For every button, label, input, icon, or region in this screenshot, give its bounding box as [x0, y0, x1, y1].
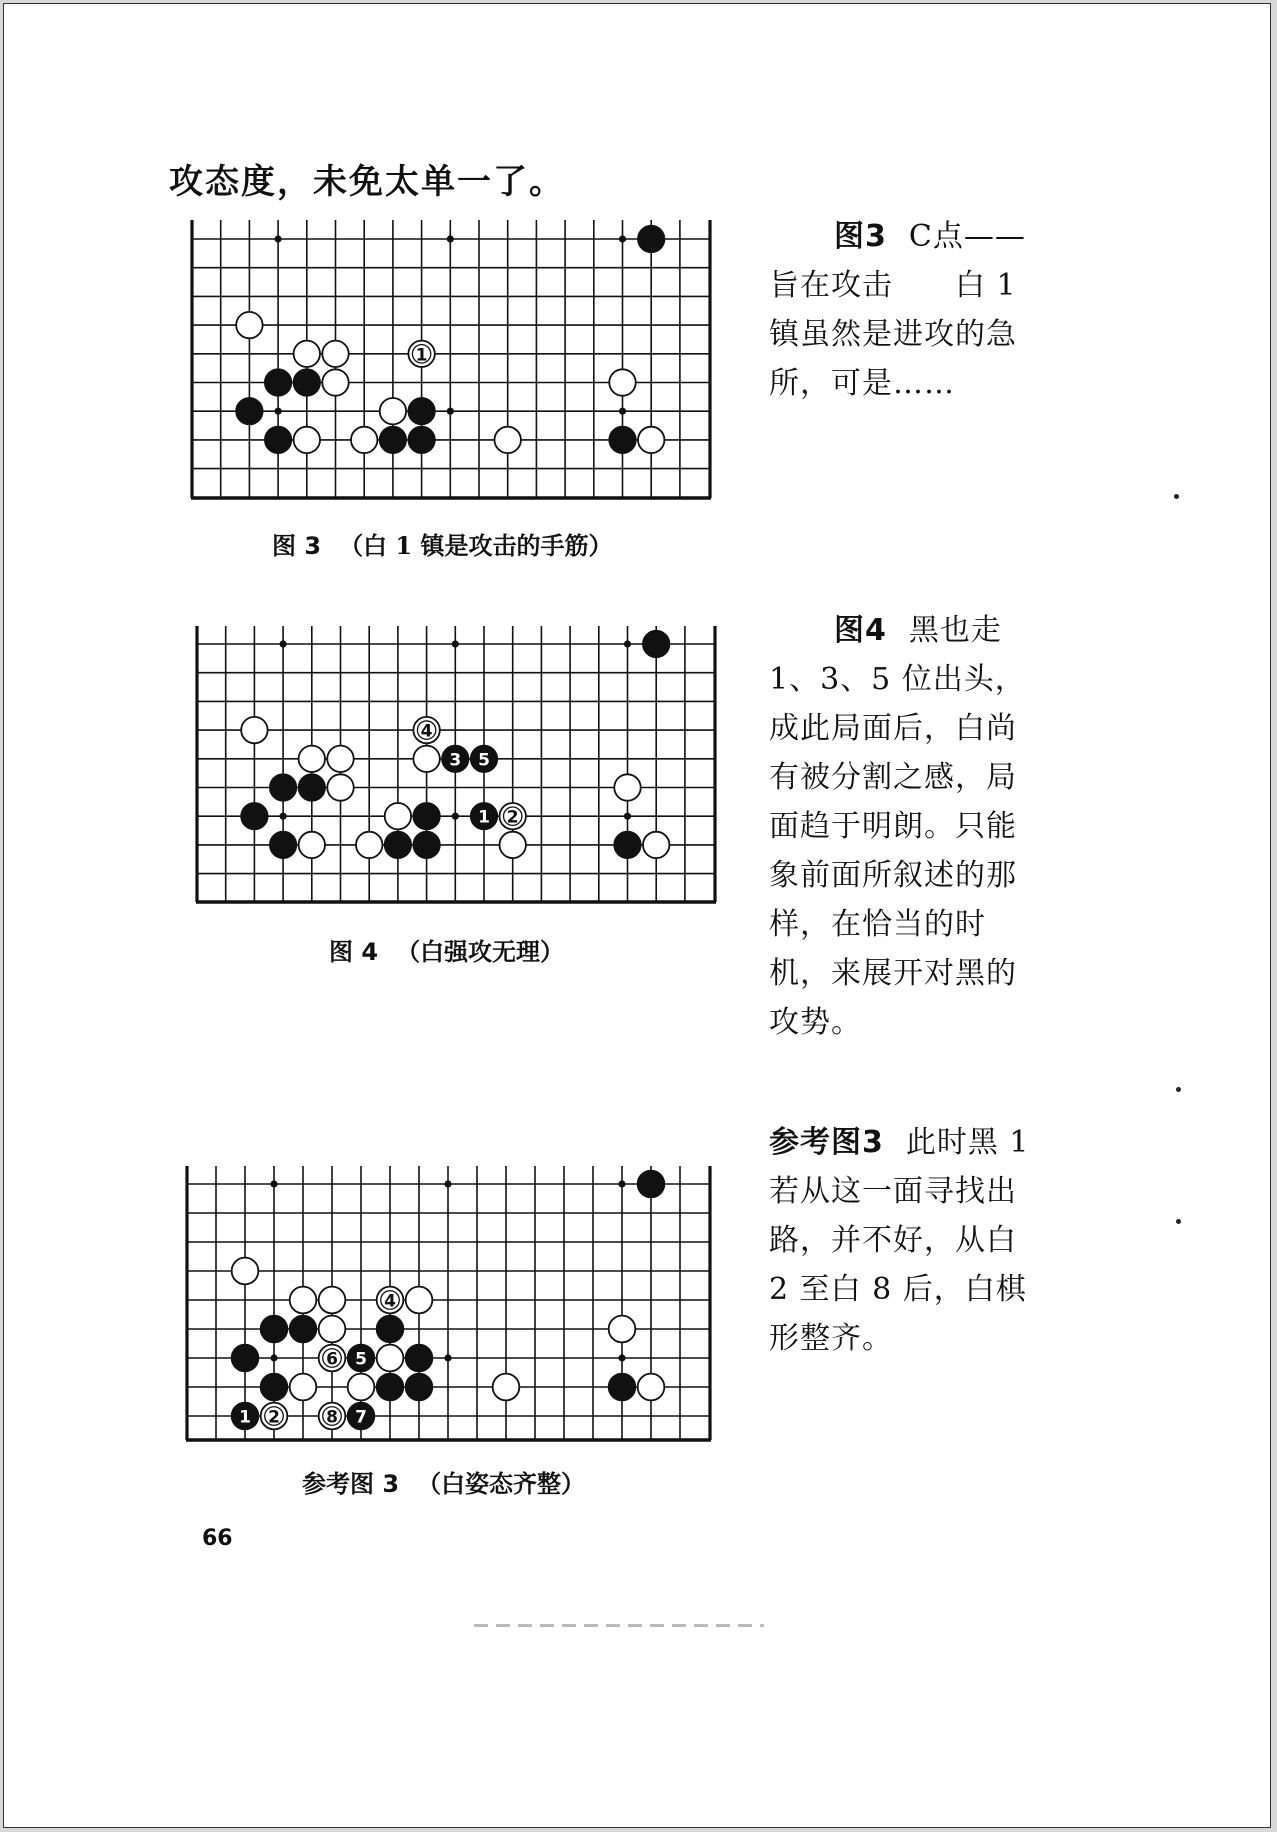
move-number: 4	[384, 1291, 396, 1312]
stone-disc	[406, 1345, 433, 1372]
scan-speck	[1174, 494, 1179, 499]
white-stone	[406, 1287, 433, 1314]
stone-disc	[232, 1345, 259, 1372]
white-stone	[299, 746, 325, 772]
black-stone	[299, 774, 325, 800]
stone-disc	[609, 1374, 636, 1401]
stone-disc	[643, 832, 669, 858]
stone-disc	[294, 427, 320, 453]
black-stone	[270, 774, 296, 800]
star-point	[275, 408, 282, 415]
white-stone	[327, 746, 353, 772]
black-stone	[413, 832, 439, 858]
stone-disc	[413, 832, 439, 858]
stone-disc	[319, 1287, 346, 1314]
black-stone	[442, 746, 468, 772]
black-stone	[638, 226, 664, 252]
stone-disc	[270, 832, 296, 858]
stone-disc	[609, 427, 635, 453]
star-point	[280, 640, 287, 647]
black-stone	[294, 369, 320, 395]
stone-disc	[406, 1374, 433, 1401]
black-stone	[609, 427, 635, 453]
white-stone	[638, 1374, 665, 1401]
white-stone	[385, 803, 411, 829]
stone-disc	[299, 774, 325, 800]
scan-artifact	[474, 1624, 764, 1627]
white-stone	[380, 398, 406, 424]
go-board-figure-4	[192, 622, 722, 912]
stone-disc	[356, 832, 382, 858]
star-point	[619, 235, 626, 242]
stone-disc	[261, 1316, 288, 1343]
stone-disc	[494, 427, 520, 453]
commentary-heading: 参考图3	[769, 1125, 884, 1160]
black-stone	[385, 832, 411, 858]
black-stone	[270, 832, 296, 858]
white-stone	[638, 427, 664, 453]
black-stone	[408, 427, 434, 453]
white-stone	[356, 832, 382, 858]
black-stone	[614, 832, 640, 858]
white-stone	[319, 1316, 346, 1343]
page-number: 66	[202, 1526, 233, 1551]
stone-disc	[322, 341, 348, 367]
stone-disc	[377, 1316, 404, 1343]
black-stone	[241, 803, 267, 829]
stone-disc	[408, 427, 434, 453]
stone-disc	[385, 832, 411, 858]
black-stone	[377, 1374, 404, 1401]
black-stone	[348, 1345, 375, 1372]
white-stone	[499, 832, 525, 858]
stone-disc	[319, 1316, 346, 1343]
white-stone	[377, 1345, 404, 1372]
white-stone	[493, 1374, 520, 1401]
white-stone	[322, 341, 348, 367]
stone-disc	[493, 1374, 520, 1401]
black-stone	[609, 1374, 636, 1401]
move-number: 7	[355, 1407, 367, 1428]
black-stone	[406, 1345, 433, 1372]
star-point	[270, 1180, 277, 1187]
stone-disc	[299, 832, 325, 858]
go-board-figure-3	[187, 216, 717, 506]
white-stone	[294, 341, 320, 367]
white-stone	[614, 774, 640, 800]
caption-label: 参考图 3	[302, 1470, 400, 1498]
black-stone	[261, 1316, 288, 1343]
star-point	[447, 408, 454, 415]
move-number: 5	[355, 1349, 367, 1370]
stone-disc	[638, 1374, 665, 1401]
stone-disc	[413, 803, 439, 829]
board-grid	[191, 220, 711, 498]
star-point	[444, 1354, 451, 1361]
move-number: 4	[420, 721, 433, 742]
reference-3-caption	[302, 1464, 585, 1499]
move-number: 1	[239, 1407, 251, 1428]
commentary-text: 此时黑 1 若从这一面寻找出路，并不好，从白 2 至白 8 后，白棋形整齐。	[769, 1125, 1030, 1356]
black-stone	[380, 427, 406, 453]
stone-disc	[294, 369, 320, 395]
black-stone	[236, 398, 262, 424]
star-point	[618, 1180, 625, 1187]
black-stone	[290, 1316, 317, 1343]
black-stone	[265, 427, 291, 453]
stone-disc	[638, 1171, 665, 1198]
stone-disc	[241, 803, 267, 829]
white-stone	[351, 427, 377, 453]
white-stone	[327, 774, 353, 800]
move-number: 6	[326, 1349, 338, 1370]
stone-disc	[236, 312, 262, 338]
black-stone	[638, 1171, 665, 1198]
white-stone	[643, 832, 669, 858]
reference-3-commentary	[769, 1118, 1034, 1363]
move-number: 1	[478, 807, 490, 828]
white-stone	[232, 1258, 259, 1285]
star-point	[444, 1180, 451, 1187]
stone-disc	[327, 746, 353, 772]
star-point	[452, 640, 459, 647]
move-number: 2	[268, 1407, 280, 1428]
stone-disc	[413, 746, 439, 772]
stone-disc	[643, 631, 669, 657]
stone-disc	[609, 369, 635, 395]
stone-disc	[265, 369, 291, 395]
caption-text: （白姿态齐整）	[417, 1469, 586, 1498]
book-page	[3, 3, 1271, 1828]
white-stone	[322, 369, 348, 395]
stone-disc	[265, 427, 291, 453]
black-stone	[265, 369, 291, 395]
black-stone	[377, 1316, 404, 1343]
go-board-reference-3	[182, 1164, 722, 1454]
paragraph-continuation: 攻态度，未免太单一了。	[169, 162, 565, 202]
white-stone	[408, 341, 434, 367]
stone-disc	[380, 427, 406, 453]
figure-3-caption	[272, 526, 612, 561]
stone-disc	[290, 1287, 317, 1314]
stone-disc	[236, 398, 262, 424]
stone-disc	[299, 746, 325, 772]
star-point	[618, 1354, 625, 1361]
stone-disc	[385, 803, 411, 829]
stone-disc	[377, 1374, 404, 1401]
stone-disc	[380, 398, 406, 424]
stone-disc	[377, 1345, 404, 1372]
commentary-heading: 图3	[834, 219, 887, 254]
figure-4-commentary	[769, 606, 1034, 1047]
commentary-text: C点——旨在攻击 白 1 镇虽然是进攻的急所，可是……	[769, 219, 1026, 401]
stone-disc	[241, 717, 267, 743]
black-stone	[471, 746, 497, 772]
white-stone	[609, 1316, 636, 1343]
star-point	[624, 813, 631, 820]
white-stone	[290, 1374, 317, 1401]
stone-disc	[290, 1316, 317, 1343]
white-stone	[319, 1345, 346, 1372]
stone-disc	[290, 1374, 317, 1401]
white-stone	[299, 832, 325, 858]
stone-disc	[614, 774, 640, 800]
black-stone	[406, 1374, 433, 1401]
black-stone	[643, 631, 669, 657]
board-grid	[186, 1166, 711, 1440]
scan-speck	[1176, 1087, 1181, 1092]
stone-disc	[348, 1374, 375, 1401]
stone-disc	[499, 832, 525, 858]
white-stone	[319, 1403, 346, 1430]
move-number: 1	[415, 345, 428, 366]
stone-disc	[408, 398, 434, 424]
white-stone	[413, 746, 439, 772]
white-stone	[261, 1403, 288, 1430]
white-stone	[609, 369, 635, 395]
white-stone	[236, 312, 262, 338]
stone-disc	[638, 427, 664, 453]
white-stone	[413, 717, 439, 743]
star-point	[447, 235, 454, 242]
stone-disc	[327, 774, 353, 800]
white-stone	[499, 803, 525, 829]
move-number: 2	[506, 807, 519, 828]
stone-disc	[294, 341, 320, 367]
stone-disc	[406, 1287, 433, 1314]
white-stone	[494, 427, 520, 453]
star-point	[270, 1354, 277, 1361]
move-number: 5	[478, 750, 490, 771]
commentary-text: 黑也走1、3、5 位出头，成此局面后，白尚有被分割之感，局面趋于明朗。只能象前面所叙述的那样，在恰当的时机，来展开对黑的攻势。	[769, 613, 1026, 1040]
move-number: 8	[326, 1407, 338, 1428]
stone-disc	[351, 427, 377, 453]
star-point	[619, 408, 626, 415]
white-stone	[290, 1287, 317, 1314]
move-number: 3	[449, 750, 462, 771]
star-point	[275, 235, 282, 242]
figure-4-caption	[329, 932, 564, 967]
black-stone	[408, 398, 434, 424]
black-stone	[413, 803, 439, 829]
caption-label: 图 3	[272, 532, 322, 560]
caption-text: （白 1 镇是攻击的手筋）	[339, 531, 613, 560]
black-stone	[471, 803, 497, 829]
stone-disc	[232, 1258, 259, 1285]
figure-3-commentary	[769, 212, 1034, 408]
stone-disc	[270, 774, 296, 800]
scan-speck	[1176, 1219, 1181, 1224]
white-stone	[241, 717, 267, 743]
stone-disc	[261, 1374, 288, 1401]
black-stone	[261, 1374, 288, 1401]
stone-disc	[614, 832, 640, 858]
stone-disc	[638, 226, 664, 252]
white-stone	[348, 1374, 375, 1401]
white-stone	[319, 1287, 346, 1314]
white-stone	[377, 1287, 404, 1314]
black-stone	[232, 1345, 259, 1372]
caption-label: 图 4	[329, 938, 379, 966]
star-point	[624, 640, 631, 647]
black-stone	[348, 1403, 375, 1430]
star-point	[452, 813, 459, 820]
white-stone	[294, 427, 320, 453]
black-stone	[232, 1403, 259, 1430]
stone-disc	[609, 1316, 636, 1343]
commentary-heading: 图4	[834, 613, 887, 648]
star-point	[280, 813, 287, 820]
stone-disc	[322, 369, 348, 395]
caption-text: （白强攻无理）	[396, 937, 565, 966]
